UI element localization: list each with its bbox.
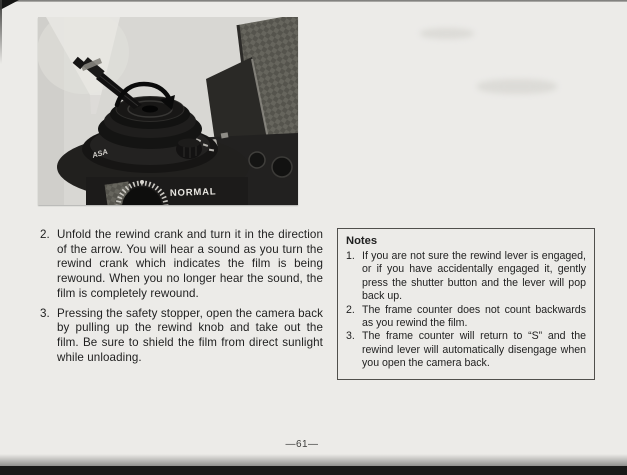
step-text: Pressing the safety stopper, open the camera back by pulling up the rewind knob and take out the film. Be sure to shield the film from direct sunlight while unloading. [57, 306, 323, 364]
step-text: Unfold the rewind crank and turn it in the direction of the arrow. You will hear a sound as you turn the rewind crank which indicates the film is being rewound. When you no longer hear the sound, the film is completely rewound. [57, 228, 323, 300]
page-number: —61— [285, 439, 319, 450]
note-item [346, 304, 586, 331]
asa-dial-label: ASA [91, 146, 109, 160]
note-text: The frame counter does not count backwards as you rewind the film. [362, 303, 586, 330]
note-number: 1. [346, 250, 355, 262]
note-item [346, 330, 586, 370]
print-bleed-smudge [420, 28, 474, 39]
print-bleed-smudge [477, 79, 557, 94]
note-number: 3. [346, 330, 355, 343]
step-number: 2. [40, 228, 50, 241]
instruction-step [40, 307, 323, 366]
note-text: The frame counter will return to “S” and the rewind lever will automatically disengage when you open the camera back. [362, 330, 586, 370]
notes-box [337, 228, 595, 380]
note-number: 2. [346, 303, 355, 316]
scan-edge-top [0, 0, 627, 2]
normal-mode-label: NORMAL [169, 186, 217, 199]
rewind-release-knob [176, 139, 202, 160]
instruction-list [40, 228, 323, 365]
scan-edge-left [0, 0, 2, 64]
camera-photo [38, 17, 298, 205]
scan-corner-artifact [0, 0, 19, 10]
scan-edge-bottom [0, 466, 627, 475]
step-number: 3. [40, 306, 50, 320]
instruction-step [40, 228, 323, 302]
note-text: If you are not sure the rewind lever is engaged, or if you have accidentally engaged it, gently press the shutter button and the lever will pop back up. [362, 250, 586, 303]
notes-title: Notes [346, 235, 378, 247]
note-item [346, 250, 586, 304]
